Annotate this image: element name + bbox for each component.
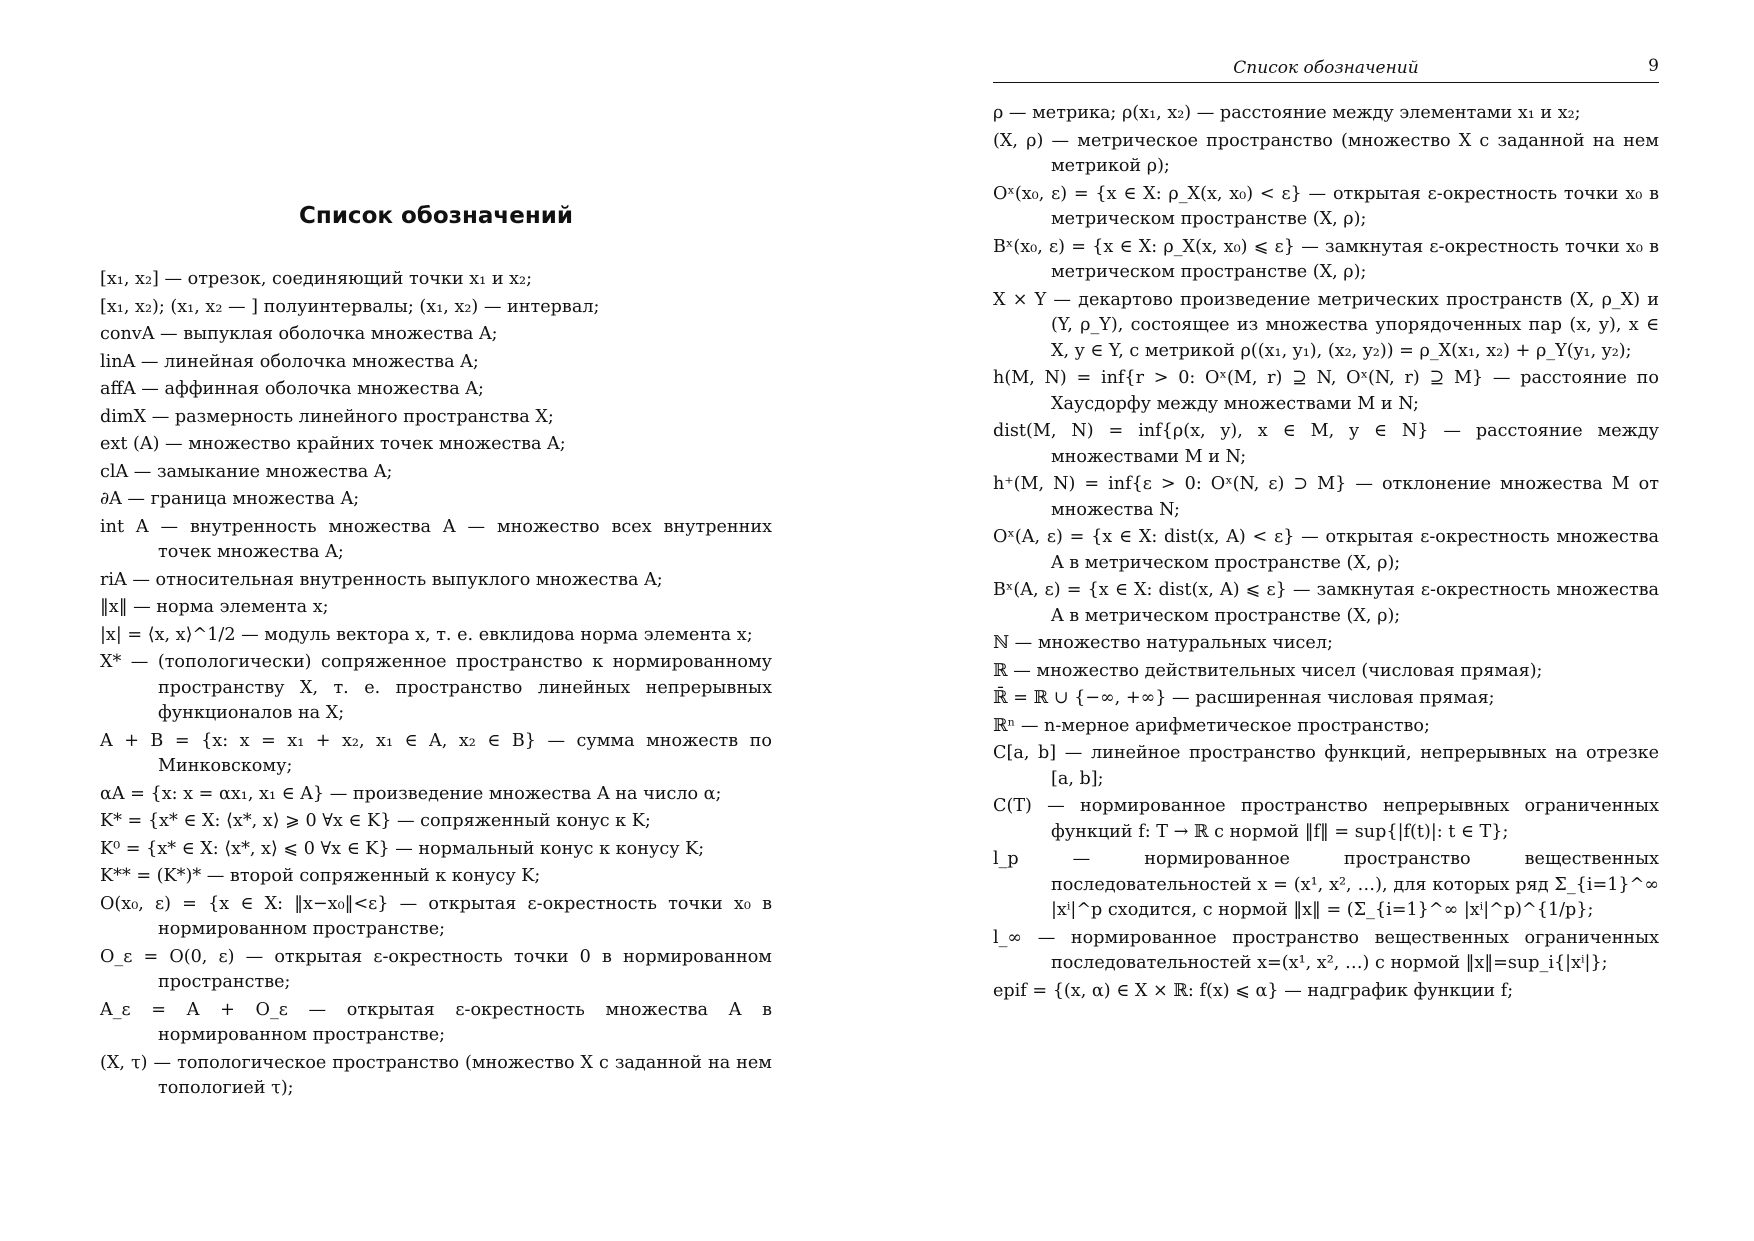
- notation-entry: ℝⁿ — n-мерное арифметическое пространство;: [993, 715, 1430, 736]
- page-title: Список обозначений: [299, 203, 573, 229]
- notation-entry: ‖x‖ — норма элемента x;: [100, 597, 329, 617]
- notation-entry: (X, τ) — топологическое пространство (множество X с заданной на нем топологией τ);: [100, 1052, 772, 1098]
- notation-entry: clA — замыкание множества A;: [100, 461, 393, 482]
- notation-entry: ℕ — множество натуральных чисел;: [993, 633, 1333, 653]
- notation-entry: ρ — метрика; ρ(x₁, x₂) — расстояние между элементами x₁ и x₂;: [993, 103, 1581, 123]
- notation-entry: [x₁, x₂] — отрезок, соединяющий точки x₁ и x₂;: [100, 269, 533, 289]
- notation-entry: αA = {x: x = αx₁, x₁ ∈ A} — произведение множества A на число α;: [100, 783, 722, 804]
- notation-entry: h(M, N) = inf{r > 0: Oˣ(M, r) ⊇ N, Oˣ(N, r) ⊇ M} — расстояние по Хаусдорфу между множествами M и N;: [993, 368, 1659, 414]
- notation-entry: K** = (K*)* — второй сопряженный к конусу K;: [100, 866, 541, 886]
- notation-entry: O(x₀, ε) = {x ∈ X: ‖x−x₀‖<ε} — открытая ε-окрестность точки x₀ в нормированном пространстве;: [100, 893, 772, 939]
- notation-entry: convA — выпуклая оболочка множества A;: [100, 324, 498, 344]
- notation-entry: |x| = ⟨x, x⟩^1/2 — модуль вектора x, т. е. евклидова норма элемента x;: [100, 624, 753, 645]
- notation-entry: Oˣ(A, ε) = {x ∈ X: dist(x, A) < ε} — открытая ε-окрестность множества A в метрическом пространстве (X, ρ);: [993, 527, 1659, 573]
- notation-entry: O_ε = O(0, ε) — открытая ε-окрестность точки 0 в нормированном пространстве;: [100, 946, 772, 992]
- notation-entry: X × Y — декартово произведение метрических пространств (X, ρ_X) и (Y, ρ_Y), состоящее из множества упорядоченных пар (x, y), x ∈ X, y ∈ Y, с метрикой ρ((x₁, y₁), (x₂, y₂)) = ρ_X(x₁, x₂) + ρ_Y(y₁, y₂);: [993, 289, 1659, 361]
- notation-entry: dist(M, N) = inf{ρ(x, y), x ∈ M, y ∈ N} — расстояние между множествами M и N;: [993, 421, 1659, 467]
- notation-entry: int A — внутренность множества A — множество всех внутренних точек множества A;: [100, 516, 772, 562]
- notation-entry: Bˣ(A, ε) = {x ∈ X: dist(x, A) ⩽ ε} — замкнутая ε-окрестность множества A в метрическом пространстве (X, ρ);: [993, 580, 1659, 626]
- notation-entry: K⁰ = {x* ∈ X: ⟨x*, x⟩ ⩽ 0 ∀x ∈ K} — нормальный конус к конусу K;: [100, 838, 705, 859]
- notation-entry: ℝ — множество действительных чисел (числовая прямая);: [993, 660, 1543, 681]
- notation-entry: A_ε = A + O_ε — открытая ε-окрестность множества A в нормированном пространстве;: [100, 999, 772, 1045]
- notation-entry: A + B = {x: x = x₁ + x₂, x₁ ∈ A, x₂ ∈ B} — сумма множеств по Минковскому;: [100, 730, 772, 776]
- notation-entry: epif = {(x, α) ∈ X × ℝ: f(x) ⩽ α} — надграфик функции f;: [993, 980, 1514, 1001]
- running-head: [993, 56, 1659, 83]
- notation-entry: linA — линейная оболочка множества A;: [100, 351, 479, 372]
- notation-entry: affA — аффинная оболочка множества A;: [100, 379, 484, 399]
- notation-entry: riA — относительная внутренность выпуклого множества A;: [100, 569, 663, 590]
- notation-entry: dimX — размерность линейного пространства X;: [100, 406, 554, 427]
- notation-entry: C[a, b] — линейное пространство функций, непрерывных на отрезке [a, b];: [993, 743, 1659, 789]
- page-number: 9: [1648, 56, 1659, 76]
- running-head-title: Список обозначений: [1233, 58, 1419, 78]
- notation-entry: (X, ρ) — метрическое пространство (множество X с заданной на нем метрикой ρ);: [993, 130, 1659, 176]
- notation-entry: K* = {x* ∈ X: ⟨x*, x⟩ ⩾ 0 ∀x ∈ K} — сопряженный конус к K;: [100, 811, 651, 831]
- notation-entry: C(T) — нормированное пространство непрерывных ограниченных функций f: T → ℝ с нормой ‖f‖ = sup{|f(t)|: t ∈ T};: [993, 796, 1659, 842]
- notation-entry: X* — (топологически) сопряженное пространство к нормированному пространству X, т. е. пространство линейных непрерывных функционалов на X;: [100, 652, 772, 723]
- notation-entry: l_p — нормированное пространство вещественных последовательностей x = (x¹, x², …), для которых ряд Σ_{i=1}^∞ |xⁱ|^p сходится, с нормой ‖x‖ = (Σ_{i=1}^∞ |xⁱ|^p)^{1/p};: [993, 849, 1659, 920]
- notation-entry: ∂A — граница множества A;: [100, 489, 360, 509]
- notation-entry: l_∞ — нормированное пространство вещественных ограниченных последовательностей x=(x¹, x², …) с нормой ‖x‖=sup_i{|xⁱ|};: [993, 927, 1659, 973]
- notation-entry: h⁺(M, N) = inf{ε > 0: Oˣ(N, ε) ⊃ M} — отклонение множества M от множества N;: [993, 474, 1659, 520]
- notation-entry: ℝ̄ = ℝ ∪ {−∞, +∞} — расширенная числовая прямая;: [993, 688, 1495, 708]
- notation-entry: Bˣ(x₀, ε) = {x ∈ X: ρ_X(x, x₀) ⩽ ε} — замкнутая ε-окрестность точки x₀ в метрическом пространстве (X, ρ);: [993, 236, 1659, 282]
- notation-entry: ext (A) — множество крайних точек множества A;: [100, 434, 566, 454]
- notation-entry: Oˣ(x₀, ε) = {x ∈ X: ρ_X(x, x₀) < ε} — открытая ε-окрестность точки x₀ в метрическом пространстве (X, ρ);: [993, 183, 1659, 229]
- notation-list-right: [993, 101, 1659, 1006]
- notation-entry: [x₁, x₂); (x₁, x₂ — ] полуинтервалы; (x₁, x₂) — интервал;: [100, 296, 600, 317]
- notation-list-left: [100, 267, 772, 1104]
